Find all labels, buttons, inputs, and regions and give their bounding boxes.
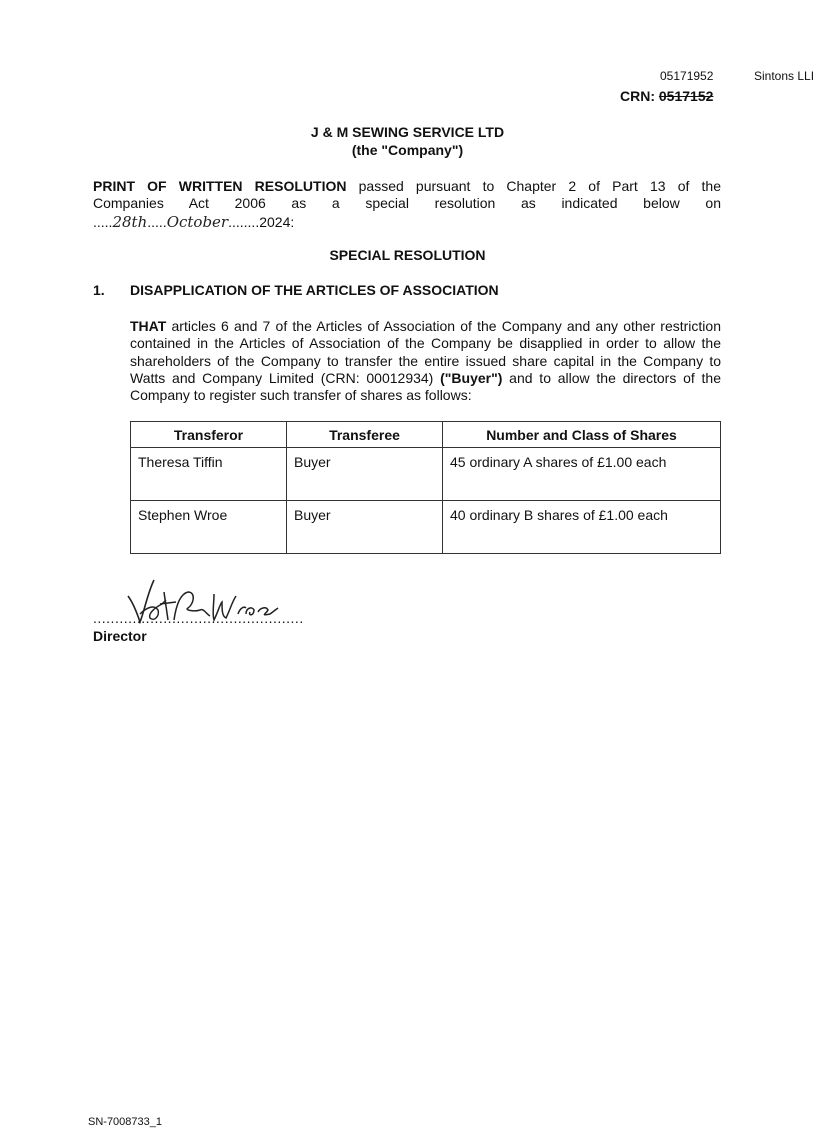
date-prefix: ..... — [93, 214, 113, 230]
signature-line: ................................................ — [93, 610, 304, 626]
date-suffix: ........2024: — [228, 214, 295, 230]
section-number: 1. — [93, 282, 105, 298]
company-title: J & M SEWING SERVICE LTD — [310, 124, 505, 140]
header-transferor: Transferor — [131, 422, 287, 448]
header-transferee: Transferee — [287, 422, 443, 448]
document-reference: SN-7008733_1 — [88, 1116, 163, 1128]
intro-bold-lead: PRINT OF WRITTEN RESOLUTION — [93, 178, 347, 194]
resolution-lead: THAT — [130, 318, 167, 334]
table-header-row — [131, 422, 721, 448]
transferee-cell: Buyer — [287, 501, 443, 554]
resolution-text: articles 6 and 7 of the Articles of Association of the Company and any other restriction contained in the Articles of Association of the Company be disapplied in order to allow the shareholders of the Company to transfer the entire issued share capital in the Company to Watts and Company Limited (CRN: 00012934) — [130, 318, 721, 386]
crn-line — [620, 88, 713, 104]
intro-text: passed pursuant to Chapter 2 of Part 13 of the — [346, 178, 722, 194]
shares-cell: 40 ordinary B shares of £1.00 each — [443, 501, 721, 554]
transferee-cell: Buyer — [287, 448, 443, 501]
intro-line-2: Companies Act 2006 as a special resolution as indicated below on — [93, 195, 721, 211]
share-transfer-table — [130, 421, 721, 554]
firm-name: Sintons LLI — [754, 69, 815, 83]
section-title: DISAPPLICATION OF THE ARTICLES OF ASSOCIATION — [130, 282, 499, 298]
resolution-body — [130, 318, 721, 404]
special-resolution-heading: SPECIAL RESOLUTION — [329, 247, 486, 263]
header-shares: Number and Class of Shares — [443, 422, 721, 448]
crn-struck-number: 0517152 — [658, 88, 714, 104]
director-label: Director — [93, 628, 147, 644]
resolution-tail: and to allow the directors of the Company to register such transfer of shares as follows: — [130, 369, 721, 404]
date-month-handwritten: October — [166, 213, 229, 231]
date-day-handwritten: 28th — [112, 213, 148, 231]
transferor-cell: Stephen Wroe — [131, 501, 287, 554]
company-defined-term: (the "Company") — [351, 142, 464, 158]
date-dots: ..... — [147, 214, 167, 230]
crn-label: CRN: — [620, 88, 655, 104]
table-row — [131, 501, 721, 554]
company-number: 05171952 — [660, 69, 714, 83]
transferor-cell: Theresa Tiffin — [131, 448, 287, 501]
intro-line-1 — [93, 178, 721, 195]
buyer-defined-term: ("Buyer") — [440, 369, 503, 386]
shares-cell: 45 ordinary A shares of £1.00 each — [443, 448, 721, 501]
resolution-date — [93, 213, 294, 231]
table-row — [131, 448, 721, 501]
